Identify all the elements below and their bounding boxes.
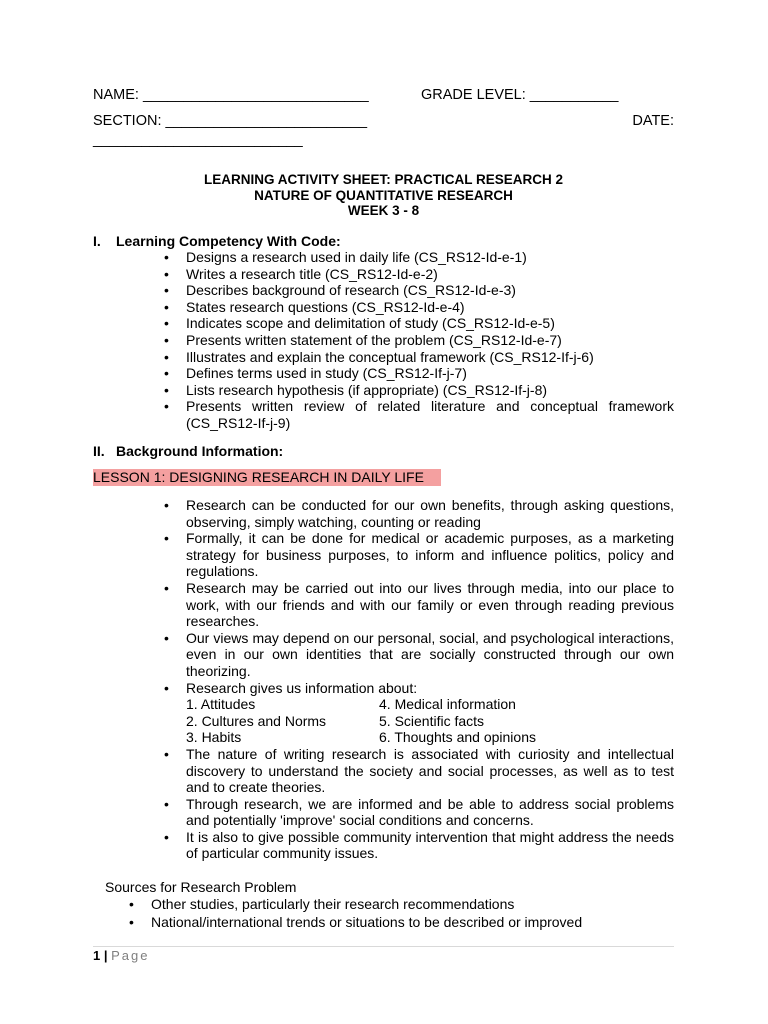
info-intro: • Research gives us information about: (186, 679, 418, 696)
source-item: • Other studies, particularly their research recommendations (151, 895, 674, 913)
background-item: • Research may be carried out into our lives through media, into our place to work, with our friends and with our family or even through reading previous researches. (186, 580, 674, 630)
competency-item: • States research questions (CS_RS12-Id-e-4) (186, 299, 674, 316)
section-2-title: Background Information: (116, 443, 284, 459)
competency-item: • Defines terms used in study (CS_RS12-If-j-7) (186, 365, 674, 382)
background-item: • The nature of writing research is associated with curiosity and intellectual discovery to understand the society and social processes, as well as to test and to create theories. (186, 746, 674, 796)
section-1-title: Learning Competency With Code: (116, 233, 341, 249)
grade-level-field-label: GRADE LEVEL: ___________ (421, 87, 619, 103)
competency-item: • Presents written review of related literature and conceptual framework (CS_RS12-If-j-9) (186, 398, 674, 431)
page-separator: | (100, 948, 112, 963)
date-field-label: DATE: (632, 113, 674, 129)
section-2-number: II. (93, 443, 105, 459)
competency-item: • Describes background of research (CS_RS12-Id-e-3) (186, 282, 674, 299)
background-item-info (186, 680, 674, 746)
info-grid-cell: 2. Cultures and Norms (186, 712, 327, 729)
section-1-heading (93, 233, 341, 250)
sources-heading: Sources for Research Problem (105, 879, 297, 895)
info-grid-cell: 6. Thoughts and opinions (379, 729, 536, 746)
page-label: Page (111, 948, 150, 963)
info-grid (186, 696, 674, 746)
title-line-2: NATURE OF QUANTITATIVE RESEARCH (254, 188, 513, 203)
page-number: 1 (93, 948, 101, 963)
info-grid-cell: 1. Attitudes (186, 696, 256, 713)
title-line-3: WEEK 3 - 8 (347, 203, 420, 218)
background-item: • Research can be conducted for our own benefits, through asking questions, observing, simply watching, counting or reading (186, 497, 674, 530)
competency-item: • Indicates scope and delimitation of study (CS_RS12-Id-e-5) (186, 315, 674, 332)
section-1-number: I. (93, 233, 101, 249)
competency-list (186, 249, 674, 432)
page-footer (93, 948, 149, 964)
source-item: • National/international trends or situations to be described or improved (151, 913, 674, 931)
info-grid-cell: 5. Scientific facts (379, 712, 485, 729)
competency-item: • Lists research hypothesis (if appropriate) (CS_RS12-If-j-8) (186, 382, 674, 399)
background-item: • It is also to give possible community intervention that might address the needs of particular community issues. (186, 829, 674, 862)
section-field-label: SECTION: _________________________ (93, 113, 368, 129)
background-list (186, 497, 674, 862)
background-item: • Our views may depend on our personal, social, and psychological interactions, even in our own identities that are socially constructed through our own theorizing. (186, 630, 674, 680)
competency-item: • Illustrates and explain the conceptual framework (CS_RS12-If-j-6) (186, 349, 674, 366)
footer-divider (93, 946, 674, 947)
competency-item: • Presents written statement of the problem (CS_RS12-Id-e-7) (186, 332, 674, 349)
info-grid-cell: 3. Habits (186, 729, 242, 746)
background-item: • Formally, it can be done for medical or academic purposes, as a marketing strategy for business purposes, to inform and influence politics, policy and regulations. (186, 530, 674, 580)
background-item: • Through research, we are informed and be able to address social problems and potentially 'improve' social conditions and concerns. (186, 796, 674, 829)
section-2-heading (93, 443, 283, 460)
competency-item: • Designs a research used in daily life (CS_RS12-Id-e-1) (186, 249, 674, 266)
lesson-1-title: LESSON 1: DESIGNING RESEARCH IN DAILY LIFE (93, 469, 441, 486)
competency-item: • Writes a research title (CS_RS12-Id-e-2) (186, 266, 674, 283)
date-field-line: __________________________ (93, 132, 303, 148)
title-line-1: LEARNING ACTIVITY SHEET: PRACTICAL RESEARCH 2 (203, 172, 564, 187)
sources-list (151, 895, 674, 931)
info-grid-cell: 4. Medical information (379, 696, 516, 713)
name-field-label: NAME: ____________________________ (93, 87, 369, 103)
